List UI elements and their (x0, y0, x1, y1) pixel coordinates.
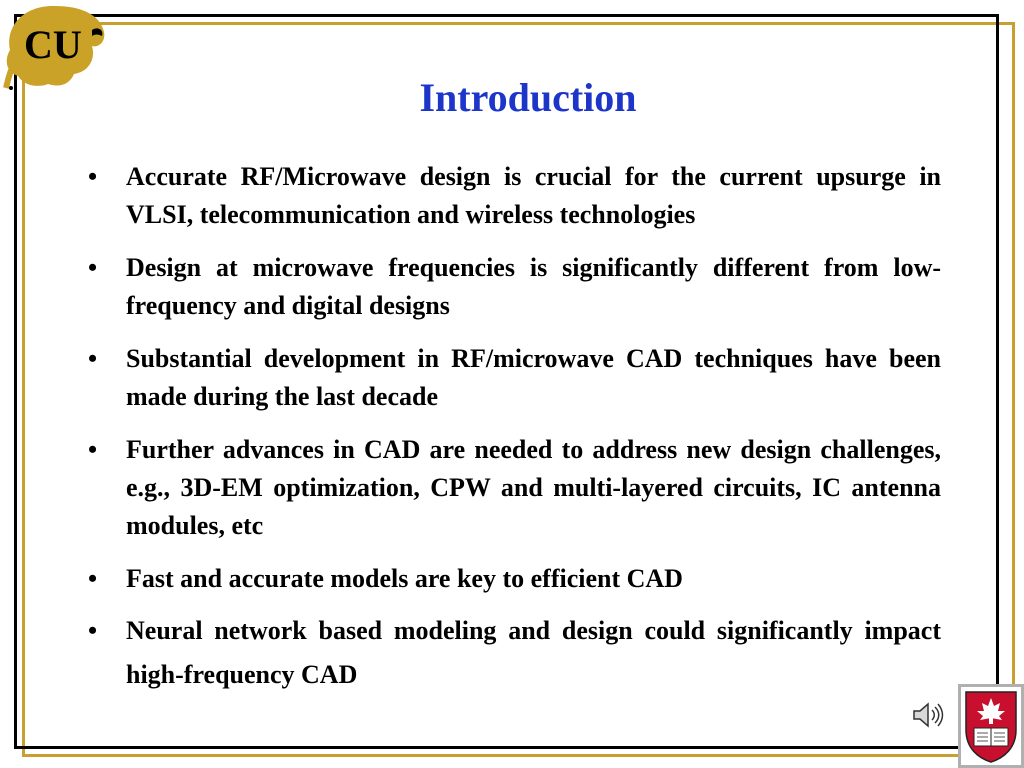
slide-title: Introduction (419, 75, 637, 120)
bullet-icon: • (88, 344, 98, 373)
bullet-text: Neural network based modeling and design could significantly impact high-frequency CAD (126, 616, 941, 689)
bullet-text: Further advances in CAD are needed to address new design challenges, e.g., 3D-EM optimization, CPW and multi-layered circuits, IC antenna modules, etc (126, 435, 941, 540)
bullet-item (84, 158, 941, 234)
speaker-icon[interactable] (910, 700, 946, 730)
bullet-icon: • (88, 435, 98, 464)
bullet-text: Accurate RF/Microwave design is crucial for the current upsurge in VLSI, telecommunication and wireless technologies (126, 162, 941, 229)
bullet-icon: • (88, 616, 98, 645)
bullet-text: Substantial development in RF/microwave CAD techniques have been made during the last decade (126, 344, 941, 411)
university-crest-logo (958, 684, 1024, 768)
bullet-icon: • (88, 564, 98, 593)
bullet-item (84, 340, 941, 416)
bullet-text: Fast and accurate models are key to efficient CAD (126, 564, 683, 593)
bullet-item (84, 560, 941, 598)
bullet-list (84, 158, 941, 712)
bullet-icon: • (88, 253, 98, 282)
cu-logo-text: CU (24, 22, 82, 67)
bullet-item (84, 249, 941, 325)
bullet-text: Design at microwave frequencies is significantly different from low-frequency and digital designs (126, 253, 941, 320)
bullet-icon: • (88, 162, 98, 191)
bullet-item (84, 609, 941, 697)
bullet-item (84, 431, 941, 545)
